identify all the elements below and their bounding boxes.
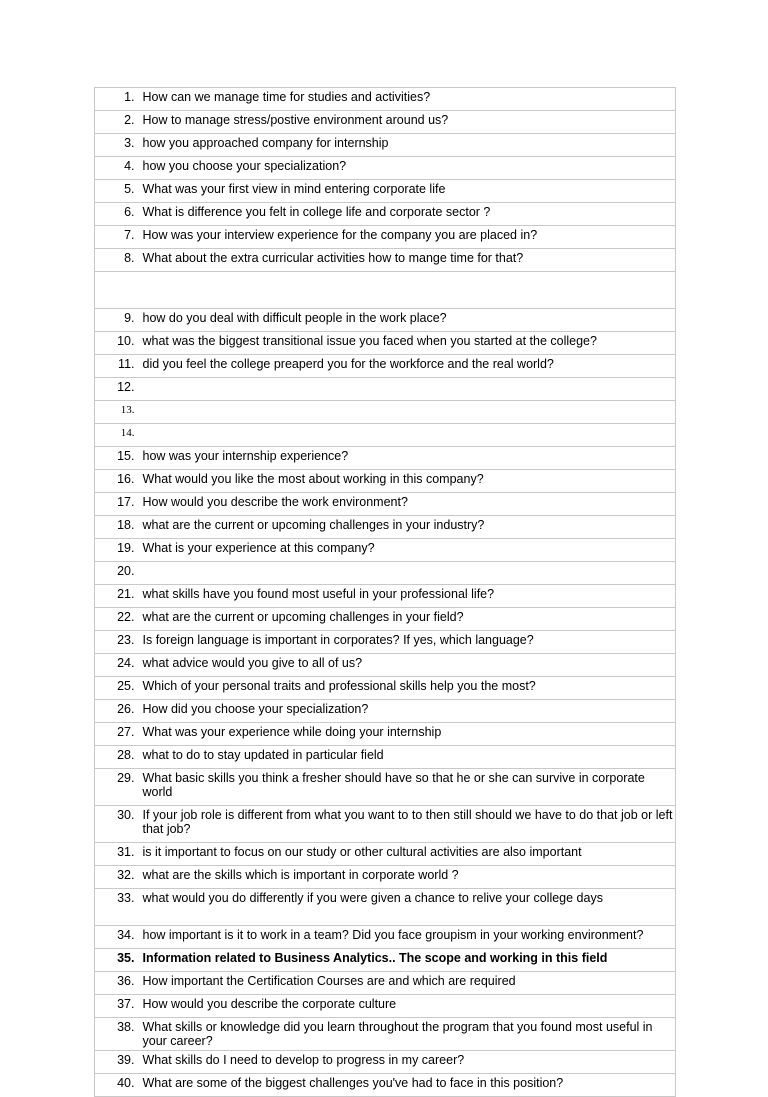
question-number: 20. bbox=[95, 562, 139, 585]
question-number: 23. bbox=[95, 631, 139, 654]
question-number: 37. bbox=[95, 995, 139, 1018]
question-number: 1. bbox=[95, 88, 139, 111]
question-number: 17. bbox=[95, 493, 139, 516]
question-number: 2. bbox=[95, 111, 139, 134]
table-row bbox=[95, 180, 676, 203]
question-text: What was your experience while doing your internship bbox=[139, 723, 676, 746]
table-row bbox=[95, 272, 676, 309]
table-row bbox=[95, 949, 676, 972]
question-text bbox=[139, 562, 676, 585]
question-number: 33. bbox=[95, 889, 139, 926]
table-row bbox=[95, 516, 676, 539]
table-row bbox=[95, 424, 676, 447]
question-number: 10. bbox=[95, 332, 139, 355]
table-row bbox=[95, 806, 676, 843]
table-row bbox=[95, 470, 676, 493]
table-row bbox=[95, 309, 676, 332]
table-row bbox=[95, 654, 676, 677]
question-text bbox=[139, 401, 676, 424]
question-number: 14. bbox=[95, 424, 139, 447]
question-text: What is difference you felt in college life and corporate sector ? bbox=[139, 203, 676, 226]
question-number: 35. bbox=[95, 949, 139, 972]
table-row bbox=[95, 111, 676, 134]
question-text bbox=[139, 378, 676, 401]
question-number: 11. bbox=[95, 355, 139, 378]
question-number: 15. bbox=[95, 447, 139, 470]
question-number: 32. bbox=[95, 866, 139, 889]
table-row bbox=[95, 866, 676, 889]
question-text: what to do to stay updated in particular field bbox=[139, 746, 676, 769]
question-number: 16. bbox=[95, 470, 139, 493]
table-row bbox=[95, 1018, 676, 1051]
question-number: 7. bbox=[95, 226, 139, 249]
question-number: 19. bbox=[95, 539, 139, 562]
question-text bbox=[139, 272, 676, 309]
table-row bbox=[95, 355, 676, 378]
question-text: how you approached company for internship bbox=[139, 134, 676, 157]
question-number: 6. bbox=[95, 203, 139, 226]
question-number: 13. bbox=[95, 401, 139, 424]
question-number: 29. bbox=[95, 769, 139, 806]
question-text: What are some of the biggest challenges you've had to face in this position? bbox=[139, 1074, 676, 1097]
question-text: how do you deal with difficult people in the work place? bbox=[139, 309, 676, 332]
table-row bbox=[95, 585, 676, 608]
question-number: 21. bbox=[95, 585, 139, 608]
question-text: is it important to focus on our study or other cultural activities are also important bbox=[139, 843, 676, 866]
question-number: 36. bbox=[95, 972, 139, 995]
question-text: What was your first view in mind entering corporate life bbox=[139, 180, 676, 203]
question-text: How to manage stress/postive environment around us? bbox=[139, 111, 676, 134]
question-text: What basic skills you think a fresher should have so that he or she can survive in corporate world bbox=[139, 769, 676, 806]
table-row bbox=[95, 401, 676, 424]
question-text bbox=[139, 424, 676, 447]
table-row bbox=[95, 972, 676, 995]
question-number: 27. bbox=[95, 723, 139, 746]
question-text: What skills do I need to develop to progress in my career? bbox=[139, 1051, 676, 1074]
table-row bbox=[95, 562, 676, 585]
questions-table bbox=[94, 87, 676, 1097]
question-text: What is your experience at this company? bbox=[139, 539, 676, 562]
questions-table-body bbox=[95, 88, 676, 1097]
question-number: 31. bbox=[95, 843, 139, 866]
question-number: 26. bbox=[95, 700, 139, 723]
question-text: what are the skills which is important in corporate world ? bbox=[139, 866, 676, 889]
question-number: 24. bbox=[95, 654, 139, 677]
question-text: How would you describe the work environment? bbox=[139, 493, 676, 516]
table-row bbox=[95, 332, 676, 355]
table-row bbox=[95, 769, 676, 806]
table-row bbox=[95, 378, 676, 401]
question-text: What about the extra curricular activities how to mange time for that? bbox=[139, 249, 676, 272]
question-text: what advice would you give to all of us? bbox=[139, 654, 676, 677]
table-row bbox=[95, 493, 676, 516]
question-number: 5. bbox=[95, 180, 139, 203]
table-row bbox=[95, 1051, 676, 1074]
table-row bbox=[95, 1074, 676, 1097]
question-text: How did you choose your specialization? bbox=[139, 700, 676, 723]
question-number: 30. bbox=[95, 806, 139, 843]
question-number: 12. bbox=[95, 378, 139, 401]
question-number: 39. bbox=[95, 1051, 139, 1074]
question-number: 9. bbox=[95, 309, 139, 332]
question-number: 34. bbox=[95, 926, 139, 949]
question-text: what skills have you found most useful in your professional life? bbox=[139, 585, 676, 608]
table-row bbox=[95, 226, 676, 249]
question-text: what are the current or upcoming challenges in your field? bbox=[139, 608, 676, 631]
table-row bbox=[95, 134, 676, 157]
question-text: what are the current or upcoming challenges in your industry? bbox=[139, 516, 676, 539]
question-text: what was the biggest transitional issue you faced when you started at the college? bbox=[139, 332, 676, 355]
question-number: 28. bbox=[95, 746, 139, 769]
question-text: Is foreign language is important in corporates? If yes, which language? bbox=[139, 631, 676, 654]
table-row bbox=[95, 88, 676, 111]
question-number: 22. bbox=[95, 608, 139, 631]
question-number bbox=[95, 272, 139, 309]
table-row bbox=[95, 700, 676, 723]
question-number: 18. bbox=[95, 516, 139, 539]
table-row bbox=[95, 539, 676, 562]
question-number: 3. bbox=[95, 134, 139, 157]
question-number: 4. bbox=[95, 157, 139, 180]
table-row bbox=[95, 608, 676, 631]
question-number: 8. bbox=[95, 249, 139, 272]
question-text: what would you do differently if you were given a chance to relive your college days bbox=[139, 889, 676, 926]
table-row bbox=[95, 249, 676, 272]
table-row bbox=[95, 677, 676, 700]
table-row bbox=[95, 746, 676, 769]
question-text: What skills or knowledge did you learn throughout the program that you found most useful in your career? bbox=[139, 1018, 676, 1051]
question-text: How can we manage time for studies and activities? bbox=[139, 88, 676, 111]
question-text: how was your internship experience? bbox=[139, 447, 676, 470]
question-text: Information related to Business Analytics.. The scope and working in this field bbox=[139, 949, 676, 972]
table-row bbox=[95, 995, 676, 1018]
table-row bbox=[95, 203, 676, 226]
table-row bbox=[95, 889, 676, 926]
question-text: How was your interview experience for the company you are placed in? bbox=[139, 226, 676, 249]
question-number: 40. bbox=[95, 1074, 139, 1097]
question-number: 25. bbox=[95, 677, 139, 700]
question-text: How important the Certification Courses are and which are required bbox=[139, 972, 676, 995]
question-text: did you feel the college preaperd you for the workforce and the real world? bbox=[139, 355, 676, 378]
question-text: how you choose your specialization? bbox=[139, 157, 676, 180]
question-text: If your job role is different from what you want to to then still should we have to do that job or left that job? bbox=[139, 806, 676, 843]
question-text: Which of your personal traits and professional skills help you the most? bbox=[139, 677, 676, 700]
table-row bbox=[95, 631, 676, 654]
question-text: What would you like the most about working in this company? bbox=[139, 470, 676, 493]
table-row bbox=[95, 926, 676, 949]
question-text: how important is it to work in a team? Did you face groupism in your working environment? bbox=[139, 926, 676, 949]
table-row bbox=[95, 843, 676, 866]
table-row bbox=[95, 447, 676, 470]
table-row bbox=[95, 723, 676, 746]
question-text: How would you describe the corporate culture bbox=[139, 995, 676, 1018]
question-number: 38. bbox=[95, 1018, 139, 1051]
table-row bbox=[95, 157, 676, 180]
